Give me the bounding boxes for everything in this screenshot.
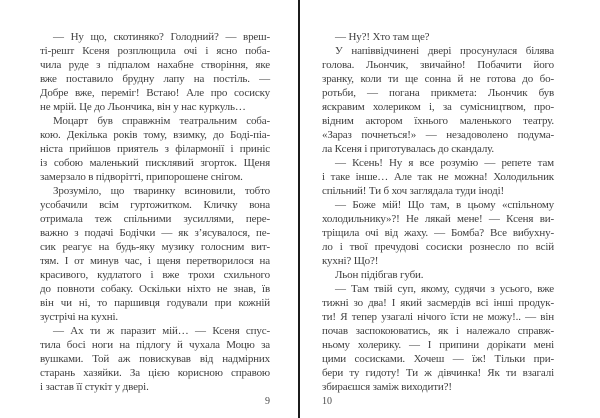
text-line: старань хазяйки. За цією корисною справою [40,367,270,379]
text-line: голова. Льончик, звичайно! Побачити його [322,59,554,71]
text-line: вушками. Той аж повискував від надмірних [40,353,270,365]
text-line: отримала теж спільними зусиллями, пере- [40,213,270,225]
text-line: і застав її стукіт у двері. [40,381,149,393]
text-line: — Боже мій! Що там, в цьому «спільному [335,199,554,211]
text-line: тріщила очі від жаху. — Бомба? Все вибухну- [322,227,554,239]
paragraph [322,268,554,282]
text-line: ти! Я тепер узагалі нічого їсти не можу!.. — він [322,311,554,323]
text-line: не мрій. Це до Льончика, він у нас куркуль… [40,101,246,113]
text-line: тям. І от минув час, і щеня перетворилося на [40,255,270,267]
text-line: сик реагує на будь-яку музику голосним вит- [40,241,270,253]
text-line: яскравим холериком і, за сумісництвом, про- [322,101,554,113]
paragraph [40,184,270,324]
text-line: — Там твій суп, якому, судячи з усього, вже [335,283,554,295]
text-line: важно з подачі Бодічки — як з’ясувалося, пе- [40,227,270,239]
text-line: ротьби, — погана прикмета: Льончик був [322,87,554,99]
text-line: усобачили всім гуртожитком. Кличку вона [40,199,270,211]
text-line: ло і твої пречудові сосиски рознесло по всій [322,241,554,253]
page-left-number: 9 [265,396,270,407]
page-right-number: 10 [322,396,332,407]
text-line: ніста прийшов приятель з філармонії і приніс [40,143,270,155]
text-line: із собою маленький писклявий згорток. Щеня [40,157,270,169]
text-line: красивого, кудлатого і вже трохи схильного [40,269,270,281]
text-line: спільний! Ти б хоч заглядала туди іноді! [322,185,504,197]
paragraph [40,30,270,114]
text-line: Моцарт був справжнім театральним соба- [53,115,270,127]
text-line: Добре вже, переміг! Встаю! Але про сосиску [40,87,270,99]
text-line: — Ну що, скотиняко? Голодний? — вреш- [53,31,270,43]
text-line: бери ту гидоту! Ти ж дівчинка! Як ти взагалі [322,367,554,379]
text-line: — Ах ти ж паразит мій… — Ксеня спус- [53,325,270,337]
text-line: кухні? Що?! [322,255,379,267]
paragraph [322,156,554,198]
text-line: і таке інше… Але так не можна! Холодильник [322,171,554,183]
text-line: почав заспокоюватись, як і належало справж- [322,325,554,337]
paragraph [322,30,554,44]
text-line: Зрозуміло, що тваринку всиновили, тобто [53,185,270,197]
text-line: «Зараз почнеться!» — незадоволено подума- [322,129,554,141]
text-line: він чи ні, то паршивця годували при кожній [40,297,270,309]
paragraph [40,324,270,394]
paragraph [322,44,554,156]
text-line: замерзало в підворітті, припорошене снігом. [40,171,243,183]
text-line: Льон підібгав губи. [335,269,424,281]
text-line: зранку, коли ти ще сонна й не готова до бо- [322,73,554,85]
page-left-text-block [40,30,270,394]
text-line: ті-решт Ксеня розплющила очі і ясно поба- [40,45,270,57]
text-line: до повноти собаку. Оскільки ніхто не знав, їв [40,283,270,295]
text-line: У напіввідчинені двері просунулася білява [335,45,554,57]
text-line: тила босі ноги на підлогу й чухала Моцю за [40,339,270,351]
text-line: ла Ксеня і приготувалась до скандалу. [322,143,495,155]
text-line: цими сосисками. Хочеш — їж! Тільки при- [322,353,554,365]
text-line: чила руде з підпалом нахабне створіння, яке [40,59,270,71]
text-line: холодильнику»?! Не лякай мене! — Ксеня ви- [322,213,554,225]
text-line: вже поставило брудну лапу на постіль. — [40,73,270,85]
page-right-text-block [322,30,554,394]
paragraph [322,282,554,394]
text-line: — Ксень! Ну я все розумію — репете там [335,157,554,169]
text-line: кою. Декілька років тому, взимку, до Боді-піа- [40,129,270,141]
paragraph [322,198,554,268]
text-line: відним актором їхнього маленького театру. [322,115,554,127]
text-line: ньому холерику. — І припини дорікати мені [322,339,554,351]
text-line: — Ну?! Хто там ще? [335,31,430,43]
text-line: зустрічі на кухні. [40,311,119,323]
text-line: тижні зо два! І який засмердів всі інші продук- [322,297,554,309]
page-divider-line [298,0,300,418]
text-line: збираєшся заміж виходити?! [322,381,452,393]
paragraph [40,114,270,184]
